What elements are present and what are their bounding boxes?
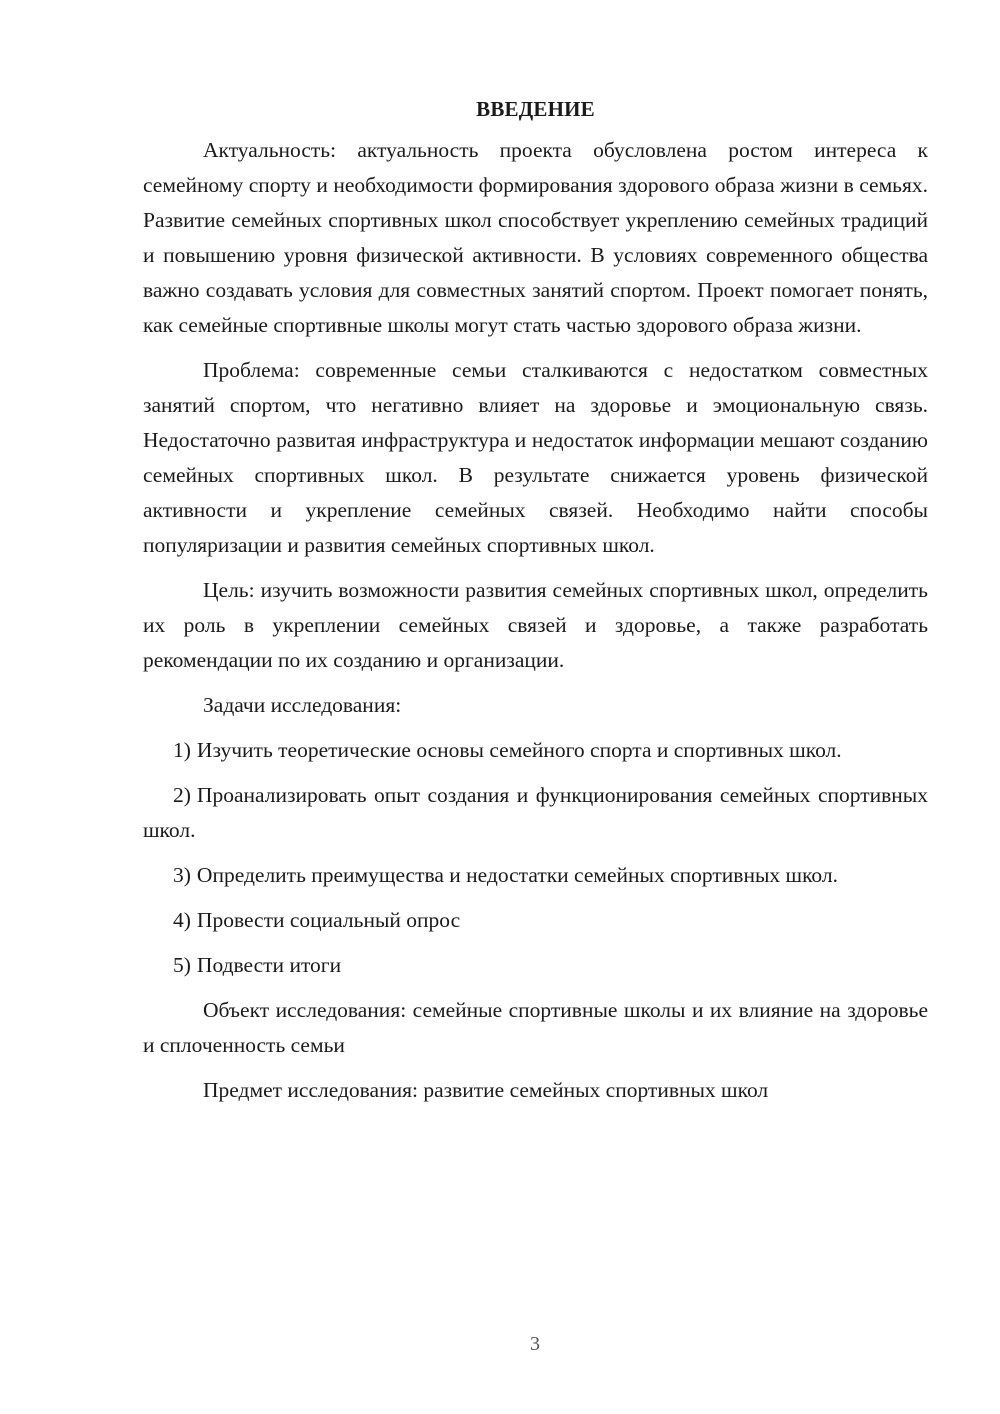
relevance-paragraph: Актуальность: актуальность проекта обусловлена ростом интереса к семейному спорту и необходимости формирования здорового образа жизни в семьях. Развитие семейных спортивных школ способствует укреплению семейных традиций и повышению уровня физической активности. В условиях современного общества важно создавать условия для совместных занятий спортом. Проект помогает понять, как семейные спортивные школы могут стать частью здорового образа жизни. <box>143 138 928 337</box>
subject-paragraph: Предмет исследования: развитие семейных спортивных школ <box>203 1078 769 1102</box>
list-item <box>143 858 928 893</box>
task-text: Определить преимущества и недостатки семейных спортивных школ. <box>196 863 839 887</box>
task-number: 5) <box>173 953 191 977</box>
problem-paragraph: Проблема: современные семьи сталкиваются с недостатком совместных занятий спортом, что негативно влияет на здоровье и эмоциональную связь. Недостаточно развитая инфраструктура и недостаток информации мешают созданию семейных спортивных школ. В результате снижается уровень физической активности и укрепление семейных связей. Необходимо найти способы популяризации и развития семейных спортивных школ. <box>143 358 928 557</box>
list-item <box>143 948 928 983</box>
page-content <box>143 92 928 1118</box>
object-paragraph: Объект исследования: семейные спортивные школы и их влияние на здоровье и сплоченность семьи <box>143 998 928 1057</box>
task-text: Подвести итоги <box>196 953 342 977</box>
tasks-list <box>143 733 928 983</box>
task-text: Изучить теоретические основы семейного спорта и спортивных школ. <box>196 738 842 762</box>
list-item <box>143 903 928 938</box>
task-number: 1) <box>173 738 191 762</box>
task-text: Проанализировать опыт создания и функционирования семейных спортивных школ. <box>143 783 928 842</box>
task-text: Провести социальный опрос <box>196 908 461 932</box>
page-title: ВВЕДЕНИЕ <box>476 97 595 121</box>
page-number: 3 <box>530 1333 540 1355</box>
task-number: 2) <box>173 783 191 807</box>
goal-paragraph: Цель: изучить возможности развития семейных спортивных школ, определить их роль в укреплении семейных связей и здоровье, а также разработать рекомендации по их созданию и организации. <box>143 578 928 672</box>
task-number: 3) <box>173 863 191 887</box>
task-number: 4) <box>173 908 191 932</box>
tasks-heading: Задачи исследования: <box>203 693 402 717</box>
list-item <box>143 778 928 848</box>
list-item <box>143 733 928 768</box>
